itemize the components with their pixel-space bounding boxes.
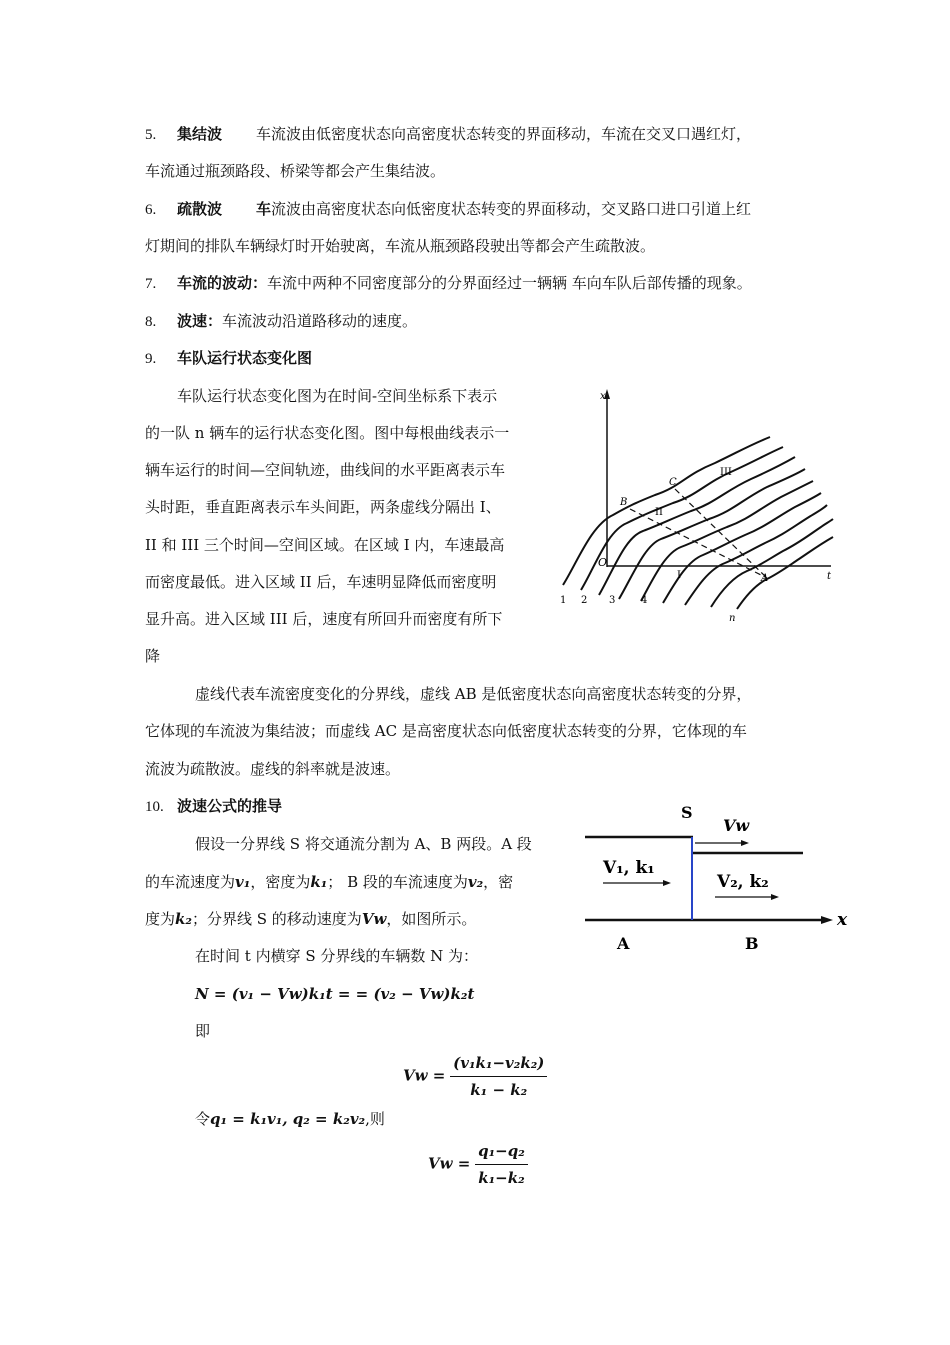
eq-lhs: Vw = xyxy=(428,1154,471,1173)
trajectory-5 xyxy=(641,481,813,601)
item-7 xyxy=(145,273,752,294)
term: 疏散波 xyxy=(177,200,223,218)
eq-numerator: q₁−q₂ xyxy=(475,1140,528,1165)
para10-line: 在时间 t 内横穿 S 分界线的车辆数 N 为： xyxy=(195,947,479,965)
text: ，密度为 xyxy=(250,873,311,891)
para9-line: 头时距，垂直距离表示车头间距，两条虚线分隔出 I、 xyxy=(145,498,501,516)
text: ,则 xyxy=(365,1110,385,1128)
term: 车流的波动： xyxy=(177,274,268,292)
para10-line xyxy=(145,872,513,892)
para9-line: 辆车运行的时间—空间轨迹，曲线间的水平距离表示车 xyxy=(145,461,506,479)
trajectory-1 xyxy=(563,437,770,585)
region-III-label: III xyxy=(720,467,732,478)
item-6-line2: 灯期间的排队车辆绿灯时开始驶离，车流从瓶颈路段驶出等都会产生疏散波。 xyxy=(145,237,656,255)
para9b-line: 它体现的车流波为集结波；而虚线 AC 是高密度状态向低密度状态转变的分界，它体现的车 xyxy=(145,722,747,740)
equation-N: N = (v₁ − Vw)k₁t = = (v₂ − Vw)k₂t xyxy=(195,985,475,1003)
item-number: 6. xyxy=(145,202,157,218)
car-label: 3 xyxy=(609,595,616,606)
para9-line: 降 xyxy=(145,647,161,665)
vw-arrow-head xyxy=(741,840,749,846)
trajectory-9 xyxy=(737,537,833,609)
text: 流波由高密度状态向低密度状态转变的界面移动，交叉路口进口引道上红 xyxy=(271,200,752,218)
S-label: S xyxy=(681,803,693,822)
math-k1: k₁ xyxy=(310,873,328,891)
term: 集结波 xyxy=(177,125,223,143)
item-number: 10. xyxy=(145,799,164,815)
item-number: 5. xyxy=(145,127,157,143)
math-vw: Vw xyxy=(361,910,387,928)
text-ji: 即 xyxy=(195,1022,211,1040)
substitution-line xyxy=(195,1109,385,1129)
item-number: 9. xyxy=(145,351,157,367)
B-arrow-head xyxy=(771,894,779,900)
trajectories xyxy=(563,437,833,609)
trajectory-6 xyxy=(663,493,821,603)
text: 车流波由低密度状态向高密度状态转变的界面移动，车流在交叉口遇红灯， xyxy=(256,125,752,143)
item-9-heading xyxy=(145,348,312,369)
vw-label: Vw xyxy=(723,816,750,835)
car-label: 1 xyxy=(560,595,567,606)
item-number: 8. xyxy=(145,314,157,330)
x-axis-arrow xyxy=(821,916,833,924)
equation-vw-2 xyxy=(428,1140,528,1189)
equation-vw-1 xyxy=(403,1052,547,1101)
eq-denominator: k₁ − k₂ xyxy=(470,1081,528,1099)
car-n-label: n xyxy=(729,613,736,624)
para9b-line: 虚线代表车流密度变化的分界线，虚线 AB 是低密度状态向高密度状态转变的分界， xyxy=(195,685,752,703)
text: ，密 xyxy=(483,873,514,891)
t-axis-label: t xyxy=(827,571,832,582)
para10-line: 假设一分界线 S 将交通流分割为 A、B 两段。A 段 xyxy=(195,835,532,853)
x-label: x xyxy=(837,910,848,930)
eq-denominator: k₁−k₂ xyxy=(478,1169,525,1187)
text: ；分界线 S 的移动速度为 xyxy=(191,910,362,928)
text: ，如图所示。 xyxy=(386,910,477,928)
B-label: B xyxy=(745,934,759,953)
car-label: 2 xyxy=(581,595,588,606)
term: 波速公式的推导 xyxy=(177,797,283,815)
A-label: A xyxy=(617,934,630,953)
point-A-label: A xyxy=(761,573,769,584)
bold-char: 车 xyxy=(256,200,272,218)
car-label: 4 xyxy=(641,595,648,606)
A-state-label: V₁, k₁ xyxy=(603,858,655,878)
vehicle-trajectory-diagram xyxy=(555,385,845,625)
item-5-line2: 车流通过瓶颈路段、桥梁等都会产生集结波。 xyxy=(145,162,446,180)
A-arrow-head xyxy=(663,880,671,886)
eq-numerator: (v₁k₁−v₂k₂) xyxy=(450,1052,547,1077)
item-8 xyxy=(145,311,417,332)
eq-lhs: Vw = xyxy=(403,1066,446,1085)
para9-line: 的一队 n 辆车的运行状态变化图。图中每根曲线表示一 xyxy=(145,424,510,442)
point-C-label: C xyxy=(669,477,677,488)
text: 令 xyxy=(195,1110,211,1128)
text: 的车流速度为 xyxy=(145,873,236,891)
text: ； B 段的车流速度为 xyxy=(327,873,468,891)
trajectory-8 xyxy=(711,519,833,607)
equation-q: q₁ = k₁v₁, q₂ = k₂v₂ xyxy=(210,1110,366,1128)
region-I-label: I xyxy=(677,570,681,581)
item-5-line1 xyxy=(145,124,751,145)
text: 度为 xyxy=(145,910,176,928)
origin-label: O xyxy=(598,556,608,569)
text: 车流中两种不同密度部分的分界面经过一辆辆 车向车队后部传播的现象。 xyxy=(267,274,752,292)
x-axis-label: x xyxy=(600,391,606,402)
para9-line: 而密度最低。进入区域 II 后，车速明显降低而密度明 xyxy=(145,573,497,591)
para10-line xyxy=(145,909,476,929)
point-B-label: B xyxy=(620,497,628,508)
B-state-label: V₂, k₂ xyxy=(717,872,769,892)
term: 车队运行状态变化图 xyxy=(177,349,313,367)
region-II-label: II xyxy=(655,507,663,518)
para9-line: II 和 III 三个时间—空间区域。在区域 I 内，车速最高 xyxy=(145,536,505,554)
term: 波速： xyxy=(177,312,223,330)
math-v1: v₁ xyxy=(235,873,251,891)
wave-speed-diagram xyxy=(575,795,855,965)
para9b-line: 流波为疏散波。虚线的斜率就是波速。 xyxy=(145,760,401,778)
para9-line: 车队运行状态变化图为在时间-空间坐标系下表示 xyxy=(177,387,498,405)
boundary-AB-dashed xyxy=(630,509,767,578)
item-10-heading xyxy=(145,796,282,817)
para9-line: 显升高。进入区域 III 后，速度有所回升而密度有所下 xyxy=(145,610,503,628)
math-k2: k₂ xyxy=(175,910,192,928)
math-v2: v₂ xyxy=(467,873,484,891)
item-6-line1 xyxy=(145,199,751,220)
text: 车流波动沿道路移动的速度。 xyxy=(222,312,418,330)
item-number: 7. xyxy=(145,276,157,292)
